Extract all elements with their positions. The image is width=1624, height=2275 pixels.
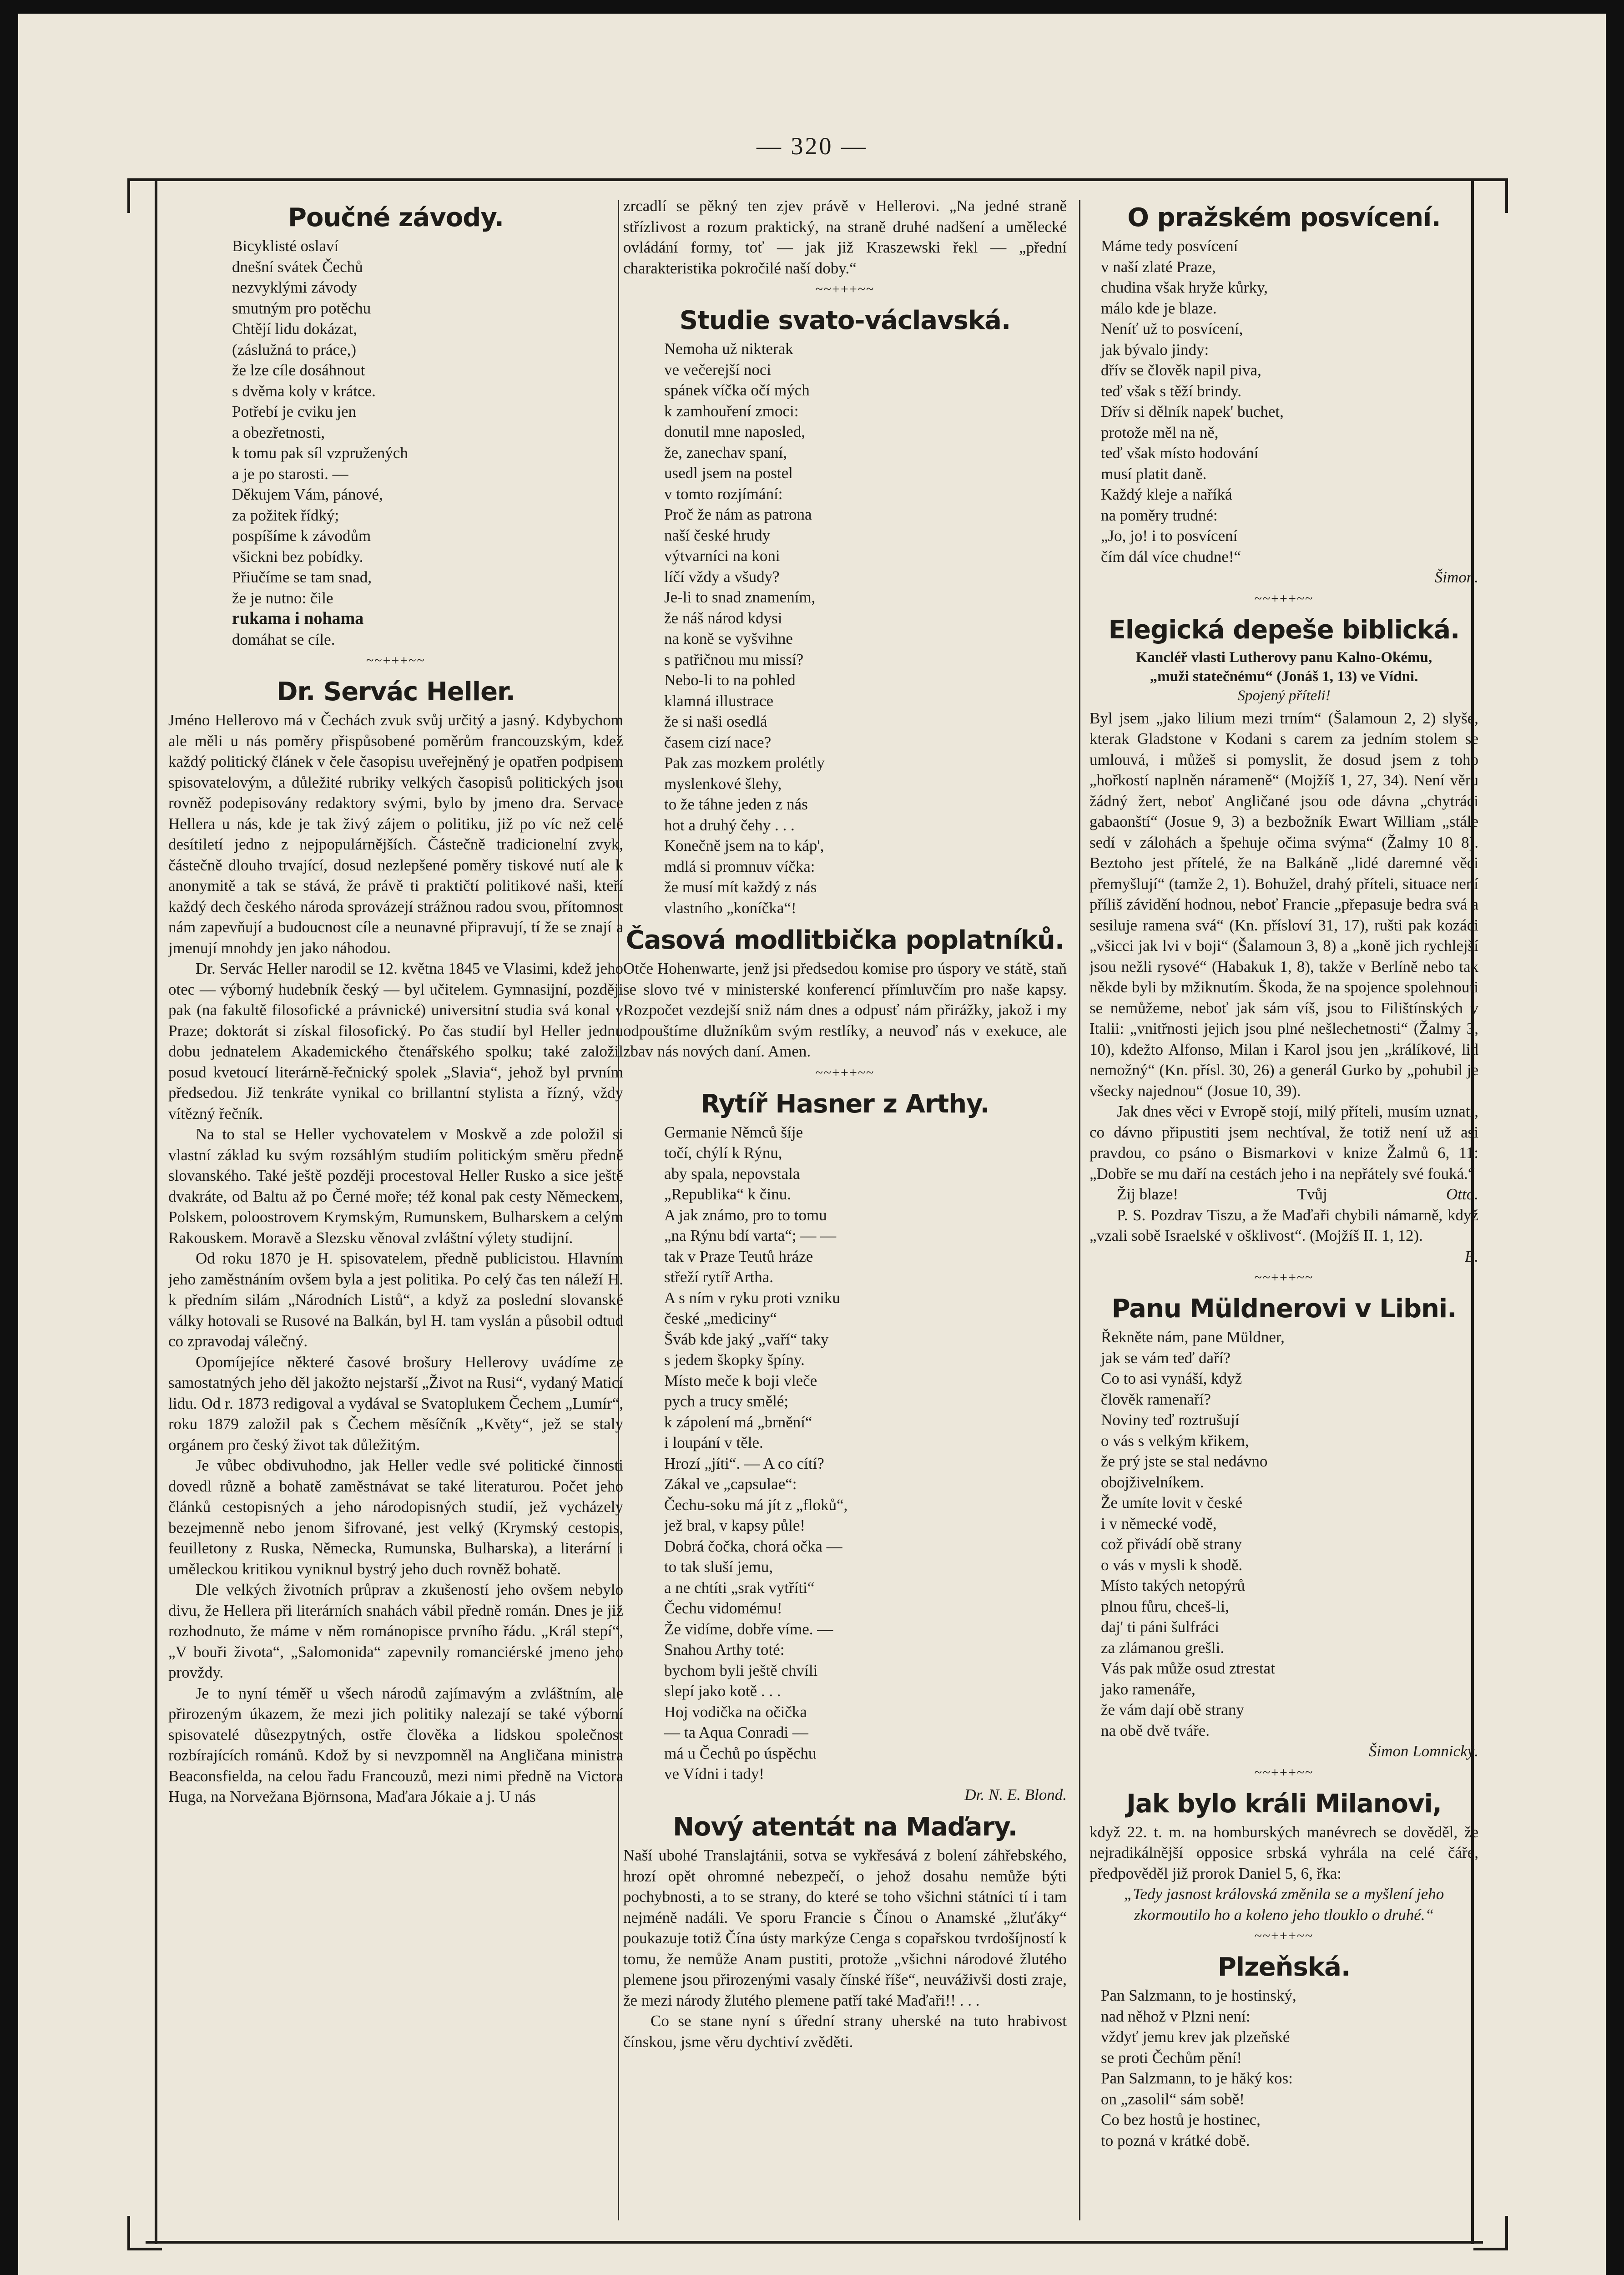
poem-line: že lze cíle dosáhnout (232, 361, 365, 379)
poem-line: Přiučíme se tam snad, (232, 568, 372, 586)
poem-line: Nemoha už nikterak (664, 340, 793, 358)
poem-line: Noviny teď roztrušují (1101, 1411, 1240, 1429)
article-title: Jak bylo králi Milanovi, (1126, 1789, 1442, 1819)
poem-line: Neníť už to posvícení, (1101, 320, 1243, 338)
poem-line: pych a trucy smělé; (664, 1392, 789, 1410)
article-title: Dr. Servác Heller. (277, 677, 515, 707)
column-divider (1079, 200, 1080, 2220)
quotation: „Tedy jasnost královská změnila se a myšlení jeho zkormoutilo ho a koleno jeho tlouklo o druhé.“ (1124, 1885, 1444, 1924)
article-title: Elegická depeše biblická. (1108, 615, 1460, 645)
article-body: Byl jsem „jako lilium mezi trním“ (Šalamoun 2, 2) slyše, kterak Gladstone v Kodani s carem za jedním stolem se umlouvá, i můžeš si pomyslit, že dosud jsem z toho „hořkostí naplněn nárameně“ (Mojžíš 1, 27, 34). Není věru žádný žert, neboť Angličané jsou ode dávna „chytráci gabaonští“ (Josue 9, 3) a bezbožník Ewart William „stále sedí v zálohách a špehuje očima svýma“ (Žalmy 10 8). Beztoho jest přítelé, že na Balkáně „lidé daremné věci přemyšlují“ (tamže 2, 1). Bohužel, drahý příteli, situace není příliš závidění hodnou, neboť Francie „přepasuje bedra svá a sesiluje ramena svá“ (Kn. přísloví 31, 17), rušti pak kozáci „všicci jak lvi v boji“ (Šalamoun 3, 8) a „koně jich rychlejší jsou nežli rysové“ (Habakuk 1, 8), takže v Berlíně nebo tak někde byli by mžiknutím. Škoda, že na spojence spolehnouti se nemůžeme, neboť jak sám víš, jsou to Filištínských v Italii: „vnitřnosti jejich jsou plné nešlechetnosti“ (Žalmy 3, 10), kdežto Alfonso, Milan i Karol jsou jen „králíkové, lid nemožný“ (Kn. přísl. 30, 26) a generál Gurko by „pohubil je všecky najednou“ (Josue 10, 39). (1089, 709, 1478, 1100)
poem-line: a je po starosti. — (232, 465, 348, 483)
paragraph: Dr. Servác Heller narodil se 12. května 1845 ve Vlasimi, kdež jeho otec — výborný hudebník český — byl učitelem. Gymnasijní, později pak (na fakultě filosofické a právnické) universitní studia svá konal v Praze; doktorát si získal filosofický. Po čas studií byl Heller jednu dobu jednatelem Akademického čtenářského spolku; také založil posud kvetoucí literárně-řečnický spolek „Slavia“, jehož byl prvním předsedou. Již tenkráte vynikal co brillantní stylista a řízný, vždy vítězný řečník. (168, 960, 623, 1122)
paragraph: Jméno Hellerovo má v Čechách zvuk svůj určitý a jasný. Kdybychom ale měli u nás poměry přispůsobené poměrům francouzským, kdež každý politický článek v čele časopisu uveřejněný je opatřen podpisem spisovatelovým, a důležité rubriky velkých časopisů politických jsou rovněž podepisovány redaktory svými, bylo by jmeno dra. Servace Hellera u nás, kde je tak živý zájem o politiku, již po víc než celé desítiletí jedno z nejpopulárnějších. Částečně tradicionelní zvyk, částečně dlouho trvající, dosud nezlepšené poměry tiskové nutí ale k anonymitě a tak se stává, že právě ti praktičtí politikové naši, kteří každý dech českého národa sprovázejí strážnou radou svou, přítomnost nám zapevňují a budoucnost cíle a neunavné připravují, tí že se znají a jmenují mnohdy jen jako náhodou. (168, 711, 623, 957)
poem-line: on „zasolil“ sám sobě! (1101, 2090, 1245, 2108)
poem-line: všickni bez pobídky. (232, 547, 363, 566)
poem-line: Pan Salzmann, to je hostinský, (1101, 1987, 1296, 2004)
poem-line: české „mediciny“ (664, 1309, 777, 1327)
poem-line: na poměry trudné: (1101, 506, 1218, 524)
poem-line: to že táhne jeden z nás (664, 795, 808, 813)
ornament-divider: ~~+++~~ (815, 1065, 875, 1080)
column-3 (1089, 196, 1478, 2234)
poem-line: s jedem škopky špíny. (664, 1351, 805, 1369)
poem-line: spánek víčka očí mých (664, 381, 810, 399)
poem-line: v tomto rozjímání: (664, 485, 783, 503)
article-casova-modlitbicka (623, 926, 1067, 1082)
article-title: Časová modlitbička poplatníků. (625, 925, 1064, 955)
poem-line: Bicyklisté oslaví (232, 237, 339, 255)
poem-line: ve Vídni i tady! (664, 1765, 765, 1783)
article-body: Naší ubohé Translajtánii, sotva se vykřesává z bolení záhřebského, hrozí opět ohromné nebezpečí, o jehož dosahu nemůže býti pochybnosti, a to se strany, do které se toho všichni státníci tí i tam nejméně nadáli. Ve sporu Francie s Čínou o Anamské „žluťáky“ poukazuje totiž Čína ústy markýze Cenga s copařskou tvrdošíjností k tomu, že nemůže Anam pustiti, protože „všichni národové žlutého plemene jsou přirozenými vasaly čínské říše“, neuváživši dosti zraje, že mezi národy žlutého plemene patří také Maďaři!! . . . (623, 1846, 1067, 2009)
poem (623, 1122, 1067, 1785)
poem-line: smutným pro potěchu (232, 299, 371, 317)
poem-line: teď však místo hodování (1101, 444, 1259, 462)
poem-line: Že umíte lovit v české (1101, 1494, 1243, 1512)
ornament-divider: ~~+++~~ (1254, 1928, 1314, 1943)
article-plzenska (1089, 1953, 1478, 2151)
poem-line: donutil mne naposled, (664, 423, 806, 440)
postscript: P. S. Pozdrav Tiszu, a že Maďaři chybili námarně, když „vzali sobě Israelské v ošklivost“. (Mojžíš II. 1, 12). (1089, 1206, 1478, 1244)
closing: Žij blaze! (1117, 1185, 1179, 1203)
frame-corner-ornament (127, 178, 162, 213)
poem-line: že, zanechav spaní, (664, 443, 787, 461)
poem-line: jak se vám teď daří? (1101, 1349, 1231, 1367)
poem-line: A jak známo, pro to tomu (664, 1206, 827, 1224)
poem-line: že musí mít každý z nás (664, 878, 817, 896)
article-title: Nový atentát na Maďary. (673, 1812, 1017, 1842)
poem-line: že je nutno: čile (232, 589, 333, 607)
poem (623, 339, 1067, 918)
poem-line: vždyť jemu krev jak plzeňské (1101, 2028, 1290, 2046)
newspaper-page (18, 14, 1606, 2275)
frame-corner-ornament (127, 2216, 162, 2250)
paragraph: Je vůbec obdivuhodno, jak Heller vedle své politické činnosti dovedl různě a bohatě zaměstnávat se také literaturou. Počet jeho článků cestopisných a jeho národopisných studií, jež vycházely bezejmenně nebo jenom šifrované, jest velký (Krymský cestopis, feuilletony z Ruska, Německa, Rumunska, Bulharska), a literární i uměleckou kritikou vyniknul bystrý jeho duch rovněž bohatě. (168, 1456, 623, 1578)
poem-line: daj' ti páni šulfráci (1101, 1618, 1219, 1636)
poem-line: Místo meče k boji vleče (664, 1371, 817, 1390)
poem-line: za zlámanou grešli. (1101, 1638, 1225, 1657)
poem-line: Čechu vidomému! (664, 1599, 782, 1617)
poem-line: mdlá si promnuv víčka: (664, 857, 815, 875)
article-o-prazskem-posviceni (1089, 204, 1478, 608)
frame-left-rule (155, 178, 157, 2244)
poem-line: to pozná v krátké době. (1101, 2131, 1250, 2149)
poem-line: a obezřetnosti, (232, 423, 325, 441)
article-continuation: zrcadlí se pěkný ten zjev právě v Hellerovi. „Na jedné straně střízlivost a rozum praktický, na straně druhé nadšení a umělecké ovládání formy, toť — jak již Kraszewski řekl — „přední charakteristika pokročilé naší doby.“ (623, 197, 1067, 277)
signature-line (1089, 1184, 1478, 1205)
poem-line: „Jo, jo! i to posvícení (1101, 527, 1238, 545)
poem-line: aby spala, nepovstala (664, 1164, 800, 1183)
poem-line: točí, chýlí k Rýnu, (664, 1144, 782, 1162)
poem-line: na obě dvě tváře. (1101, 1721, 1210, 1739)
poem-line: teď však s těží brindy. (1101, 382, 1242, 400)
poem-line: Pak zas mozkem prolétly (664, 754, 825, 772)
poem (1089, 1327, 1478, 1741)
poem-line: o vás v mysli k shodě. (1101, 1556, 1243, 1574)
poem-line: dřív se člověk napil piva, (1101, 361, 1261, 379)
article-panu-muldnerovi (1089, 1295, 1478, 1782)
poem-line: se proti Čechům pění! (1101, 2048, 1242, 2067)
poem-line: dnešní svátek Čechů (232, 258, 363, 276)
poem-line: Čechu-soku má jít z „floků“, (664, 1496, 848, 1514)
poem-line: Že vidíme, dobře víme. — (664, 1620, 833, 1638)
poem-line: Dobrá čočka, chorá očka — (664, 1537, 842, 1555)
ornament-divider: ~~+++~~ (1254, 591, 1314, 606)
poem-line: chudina však hryže kůrky, (1101, 278, 1268, 296)
poem-line: Děkujem Vám, pánové, (232, 485, 383, 503)
poem-line: Hrozí „jíti“. — A co cítí? (664, 1454, 824, 1472)
poem-line: s dvěma koly v krátce. (232, 382, 376, 400)
poem-line: k tomu pak síl vzpružených (232, 444, 408, 462)
poem-line: (záslužná to práce,) (232, 340, 357, 359)
poem-line: Pan Salzmann, to je hăký kos: (1101, 2069, 1293, 2087)
poem-line: čím dál více chudne!“ (1101, 547, 1241, 566)
poem-line: Šváb kde jaký „vaří“ taky (664, 1330, 829, 1348)
poem-line: za požitek řídký; (232, 506, 339, 524)
poem-line: Potřebí je cviku jen (232, 403, 357, 420)
poem-line: bychom byli ještě chvíli (664, 1661, 818, 1679)
poem-line: Každý kleje a naříká (1101, 485, 1232, 503)
article-body: když 22. t. m. na homburských manévrech se dověděl, že nejradikálnější opposice srbská vyhrála na celé čáře, předpověděl již prorok Daniel 5, 6, řka: (1089, 1823, 1478, 1882)
poem-line: Zákal ve „capsulae“: (664, 1475, 797, 1493)
poem (1089, 1985, 1478, 2151)
poem-line: časem cizí nace? (664, 733, 772, 751)
poem-line: tak v Praze Teutů hráze (664, 1247, 813, 1265)
poem-line: jak bývalo jindy: (1101, 340, 1209, 359)
poem (168, 236, 623, 608)
poem-line: Nebo-li to na pohled (664, 671, 796, 689)
poem-line: že prý jste se stal nedávno (1101, 1452, 1268, 1470)
poem-line: vlastního „koníčka“! (664, 899, 797, 917)
poem-line: i loupání v těle. (664, 1434, 763, 1451)
paragraph: Od roku 1870 je H. spisovatelem, předně publicistou. Hlavním jeho zaměstnáním ovšem byla a jest politika. Po celý čas ten náleží H. k předním silám „Národních Listů“, a když za poslední slovanské války hotovali se Rusové na Balkán, byl H. tam vyslán a působil odtud co zpravodaj válečný. (168, 1249, 623, 1350)
poem-bold-line: rukama i nohama (232, 609, 364, 628)
poem-line: — ta Aqua Conradi — (664, 1724, 808, 1741)
signature: Otto. (1446, 1185, 1478, 1203)
article-subtitle: Kancléř vlasti Lutherovy panu Kalno-Okému, (1135, 649, 1432, 666)
article-title: Plzeňská. (1217, 1952, 1351, 1982)
signature: Šimon. (1434, 568, 1478, 586)
poem-line: domáhat se cíle. (232, 630, 335, 648)
poem-line: Snahou Arthy toté: (664, 1641, 785, 1658)
article-novy-atentat (623, 1813, 1067, 2052)
paragraph: Dle velkých životních průprav a zkušeností jeho ovšem nebylo divu, že Hellera při literárních snahách vábil předně román. Dnes je již rozhodnuto, že máme v něm románopisce prvního řádu. „Král stepí“, „V bouři života“, „Salomonida“ zapevnily romanciérské jmeno jeho provždy. (168, 1581, 623, 1681)
paragraph: Na to stal se Heller vychovatelem v Moskvě a zde položil si vlastní základ ku svým rozsáhlým studiím politickým směru předně slovanského. Také ještě později procestoval Heller Rusko a sice ještě dvakráte, od Baltu až po Černé moře; též konal pak cesty Německem, Polskem, poloostrovem Krymským, Rumunskem, Bulharskem a celým Rakouskem. Moravě a Slezsku věnoval zvláštní výlety studijní. (168, 1125, 623, 1247)
closing: Tvůj (1297, 1185, 1327, 1203)
poem-line: střeží rytíř Artha. (664, 1268, 774, 1286)
poem-line: málo kde je blaze. (1101, 299, 1217, 317)
frame-top-rule (146, 178, 1483, 181)
article-title: Rytíř Hasner z Arthy. (701, 1089, 989, 1119)
poem-line: nezvyklými závody (232, 278, 358, 296)
poem-line: A s ním v ryku proti vzniku (664, 1289, 840, 1307)
page-number: — 320 — (757, 132, 867, 160)
article-subtitle: „muži statečnému“ (Jonáš 1, 13) ve Vídni. (1150, 668, 1418, 685)
poem (1089, 236, 1478, 567)
poem-line: pospíšíme k závodům (232, 527, 371, 545)
signature: Šimon Lomnický. (1368, 1742, 1478, 1760)
frame-corner-ornament (1473, 178, 1508, 213)
poem-line: usedl jsem na postel (664, 464, 793, 482)
article-title: Poučné závody. (287, 203, 504, 233)
poem-line: což přivádí obě strany (1101, 1535, 1242, 1553)
article-studie-svato-vaclavska (623, 307, 1067, 918)
poem-line: ve večerejší noci (664, 360, 772, 379)
frame-bottom-rule (146, 2241, 1483, 2244)
poem-line: na koně se vyšvihne (664, 630, 793, 647)
poem-line: Dřív si dělník napek' buchet, (1101, 403, 1284, 420)
poem-line: Germanie Němců šíje (664, 1123, 803, 1141)
poem-line: má u Čechů po úspěchu (664, 1744, 817, 1762)
poem-line: Konečně jsem na to káp', (664, 837, 824, 854)
poem-line: Řekněte nám, pane Müldner, (1101, 1328, 1285, 1346)
signature: Dr. N. E. Blond. (964, 1785, 1067, 1804)
article-title: Studie svato-václavská. (679, 306, 1011, 335)
poem-line: Hoj vodička na očička (664, 1703, 807, 1721)
poem-line: Co bez hostů je hostinec, (1101, 2111, 1261, 2128)
ornament-divider: ~~+++~~ (815, 282, 875, 297)
poem-line: slepí jako kotě . . . (664, 1682, 781, 1700)
article-body: Jak dnes věci v Evropě stojí, milý příteli, musím uznati, co dávno připustiti jsem nechtíval, že totiž není už asi pravdou, co psáno o Bismarkovi v knize Žalmů 6, 11: „Dobře se mu daří na cestách jeho i na nepřátely své fouká.“ (1089, 1102, 1478, 1183)
poem-line: Vás pak může osud ztrestat (1101, 1659, 1275, 1677)
paragraph: Opomíjejíce některé časové brošury Hellerovy uvádíme ze samostatných jeho děl jakožto nejstarší „Život na Rusi“, vydaný Maticí lidu. Od r. 1873 redigoval a vydával se Svatoplukem Čechem „Lumír“, roku 1879 založil pak s Čechem měsíčník „Květy“, jež se staly orgánem pro český život tak důležitým. (168, 1353, 623, 1454)
poem-line: Co to asi vynáší, když (1101, 1370, 1242, 1387)
article-title: O pražském posvícení. (1127, 203, 1441, 233)
poem-line: že si naši osedlá (664, 713, 767, 730)
paragraph: Je to nyní téměř u všech národů zajímavým a zvláštním, ale přirozeným úkazem, že mezi jich politiky nalezají se také výborní spisovatelé důsezpytných, ostře člověka a lidskou společnost rozbírajících románů. Kdož by si nevzpomněl na Angličana ministra Beaconsfielda, na celou řadu Francouzů, mezi nimi předně na Victora Huga, na Norvežana Björnsona, Maďara Jókaie a j. U nás (168, 1684, 623, 1805)
article-rytir-hasner (623, 1090, 1067, 1805)
poem-line: o vás s velkým křikem, (1101, 1431, 1249, 1450)
poem-line: a ne chtíti „srak vytříti“ (664, 1578, 815, 1597)
poem-line: klamná illustrace (664, 692, 774, 710)
article-dr-servac-heller (168, 678, 623, 1807)
poem-line: že náš národ kdysi (664, 609, 782, 627)
poem-line: výtvarníci na koni (664, 547, 780, 565)
poem-line: naší české hrudy (664, 526, 771, 544)
poem-line: Chtějí lidu dokázat, (232, 320, 358, 338)
poem-line: člověk ramenaří? (1101, 1390, 1211, 1408)
poem-line: s patřičnou mu missí? (664, 650, 804, 668)
salutation: Spojený příteli! (1237, 687, 1331, 704)
poem-line: Máme tedy posvícení (1101, 237, 1238, 255)
frame-corner-ornament (1473, 2216, 1508, 2250)
poem-line: že vám dají obě strany (1101, 1701, 1244, 1719)
article-body (168, 710, 623, 1807)
poem-line: k zápolení má „brnění“ (664, 1413, 812, 1431)
poem-line: to tak sluší jemu, (664, 1558, 773, 1576)
poem-line: musí platit daně. (1101, 465, 1207, 483)
article-title: Panu Müldnerovi v Libni. (1111, 1294, 1457, 1324)
poem-line: hot a druhý čehy . . . (664, 816, 795, 834)
poem-line: v naší zlaté Praze, (1101, 258, 1216, 276)
poem-line: Je-li to snad znamením, (664, 588, 816, 606)
column-1 (168, 196, 623, 2234)
ornament-divider: ~~+++~~ (1254, 1270, 1314, 1285)
poem-line: obojživelníkem. (1101, 1473, 1204, 1491)
poem-line: protože měl na ně, (1101, 423, 1219, 441)
poem-line: k zamhouření zmoci: (664, 402, 799, 420)
ornament-divider: ~~+++~~ (366, 653, 425, 668)
article-body: Co se stane nyní s úřední strany uherské na tuto hrabivost čínskou, jsme věru dychtiví zvěděti. (623, 2012, 1067, 2051)
poem-line: líčí vždy a všudy? (664, 567, 780, 586)
ornament-divider: ~~+++~~ (1254, 1764, 1314, 1780)
article-elegicka-depese (1089, 616, 1478, 1287)
article-body: Otče Hohenwarte, jenž jsi předsedou komise pro úspory ve státě, staň se slovo tvé v ministerské konferencí přímluvčím pro naše kapsy. Rozpočet vezdejší sniž nám dnes a odpusť nám přirážky, jakož i my odpouštíme dlužníkům svým restlíky, a neuvoď nás v exekuce, ale zbav nás nových daní. Amen. (623, 960, 1067, 1060)
poem-line: Proč že nám as patrona (664, 506, 812, 523)
poem-line: i v německé vodě, (1101, 1514, 1217, 1532)
poem-line: plnou fůru, chceš-li, (1101, 1597, 1229, 1615)
article-jak-bylo-krali-milanovi (1089, 1790, 1478, 1946)
poem-line: nad něhož v Plzni není: (1101, 2007, 1251, 2025)
poem-line: jež bral, v kapsy půle! (664, 1517, 806, 1534)
poem-line: Místo takých netopýrů (1101, 1577, 1245, 1594)
signature: B. (1464, 1247, 1478, 1265)
poem-line: „Republika“ k činu. (664, 1185, 791, 1203)
poem-line: myslenkové šlehy, (664, 774, 782, 793)
poem-line: jako ramenáře, (1101, 1680, 1195, 1698)
poem-line: „na Rýnu bdí varta“; — — (664, 1227, 837, 1244)
article-poucne-zavody (168, 204, 623, 670)
column-2 (623, 196, 1067, 2234)
